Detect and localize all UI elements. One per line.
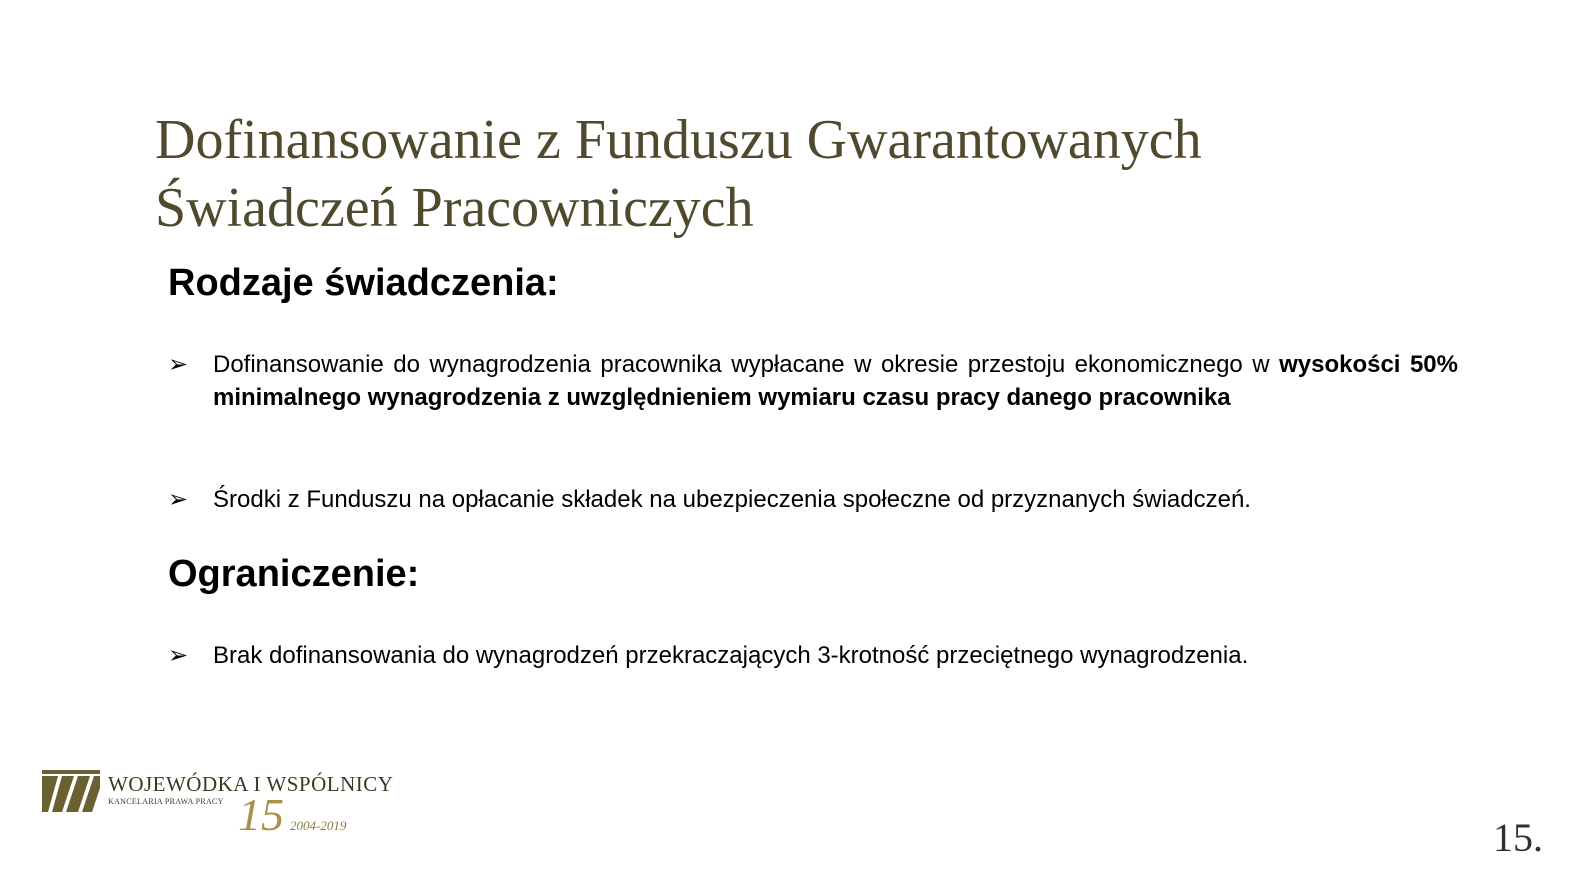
logo-anniversary-number: 15	[238, 789, 284, 840]
logo-subtitle: KANCELARIA PRAWA PRACY	[108, 797, 224, 806]
bullet-text: Brak dofinansowania do wynagrodzeń przekraczających 3-krotność przeciętnego wynagrodzenia.	[213, 642, 1249, 669]
bullet-text: Środki z Funduszu na opłacanie składek na ubezpieczenia społeczne od przyznanych świadczeń.	[213, 486, 1251, 513]
logo-mark-icon	[40, 768, 102, 814]
arrow-bullet-icon: ➢	[168, 351, 189, 378]
page-number: 15.	[1493, 815, 1543, 860]
logo-company-name: WOJEWÓDKA I WSPÓLNICY	[108, 772, 394, 796]
company-logo	[40, 768, 394, 840]
bullet-text-bold: wysokości 50% minimalnego wynagrodzenia z uwzględnieniem wymiaru czasu pracy danego pracownika	[213, 351, 1458, 411]
bullet-item-co-financing	[168, 348, 1458, 414]
slide-title	[155, 106, 1202, 242]
bullet-text	[213, 348, 1458, 414]
bullet-text-normal: Dofinansowanie do wynagrodzenia pracownika wypłacane w okresie przestoju ekonomicznego w	[213, 351, 1280, 378]
arrow-bullet-icon: ➢	[168, 486, 189, 513]
logo-years: 2004-2019	[290, 818, 347, 833]
slide-title-line-1: Dofinansowanie z Funduszu Gwarantowanych	[155, 109, 1202, 171]
section-heading-limitation: Ograniczenie:	[168, 553, 420, 595]
bullet-item-contributions	[168, 483, 1458, 516]
bullet-item-limitation	[168, 639, 1458, 672]
section-heading-benefit-types: Rodzaje świadczenia:	[168, 262, 559, 304]
arrow-bullet-icon: ➢	[168, 642, 189, 669]
slide-title-line-2: Świadczeń Pracowniczych	[155, 177, 754, 239]
